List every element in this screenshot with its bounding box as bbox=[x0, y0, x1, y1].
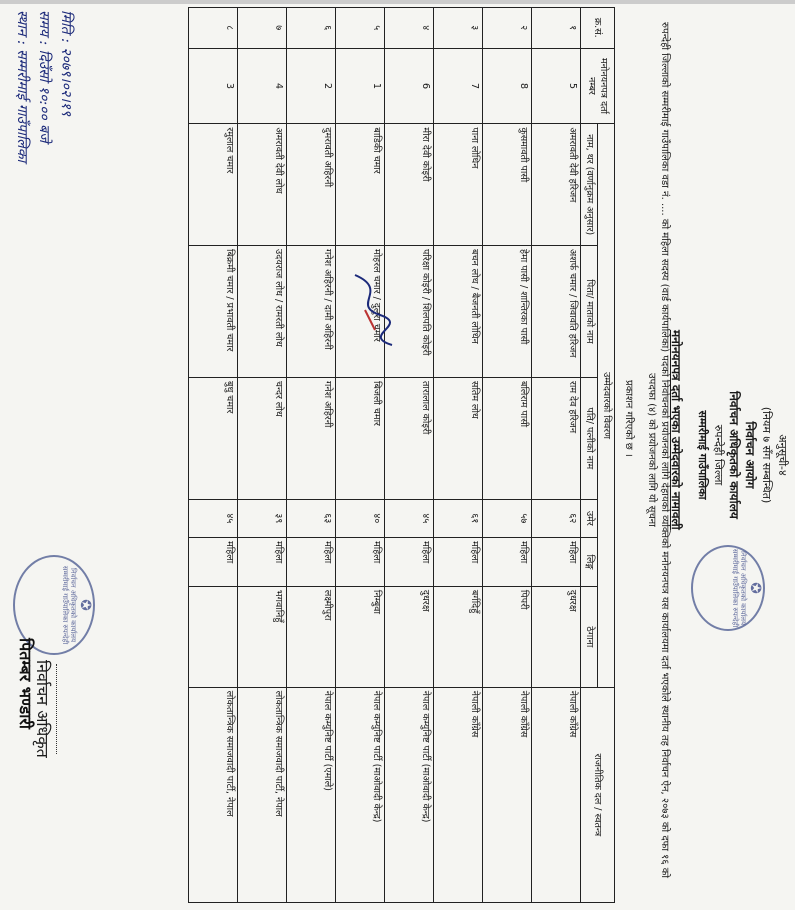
cell-gender: महिला bbox=[483, 538, 532, 587]
cell-gender: महिला bbox=[287, 538, 336, 587]
cell-address bbox=[189, 586, 238, 687]
cell-spouse: तारालाल कोइरी bbox=[385, 378, 434, 500]
cell-sn: ५ bbox=[336, 8, 385, 49]
col-reg-no: मनोनयनपत्र दर्ता नम्बर bbox=[581, 48, 615, 124]
cell-name: कुसमावती पासी bbox=[483, 124, 532, 246]
cell-gender: महिला bbox=[189, 538, 238, 587]
cell-party: नेपाल कम्युनिष्ट पार्टी (माओवादी केन्द्र) bbox=[385, 687, 434, 902]
cell-address: पिपरी bbox=[483, 586, 532, 687]
cell-parents: अशर्फ चमार / जिवावति हरिजन bbox=[532, 246, 581, 378]
cell-age: ६३ bbox=[287, 499, 336, 537]
cell-reg: 1 bbox=[336, 48, 385, 124]
signature-line bbox=[56, 664, 75, 754]
cell-age: ४५ bbox=[385, 499, 434, 537]
handwritten-place: स्थान : सम्मरीमाई गाउँपालिका bbox=[14, 10, 30, 163]
col-gender: लिङ्ग bbox=[581, 538, 598, 587]
officer-signature-block bbox=[32, 660, 75, 758]
cell-spouse: सतिम लोध bbox=[434, 378, 483, 500]
cell-name: रमुलाल चमार bbox=[189, 124, 238, 246]
cell-reg: 2 bbox=[287, 48, 336, 124]
cell-sn: ८ bbox=[189, 8, 238, 49]
cell-gender: महिला bbox=[336, 538, 385, 587]
municipality-name: सम्मरीमाई गाउँपालिका bbox=[696, 410, 709, 500]
handwritten-date: मिति : २०७९।०२।१९ bbox=[58, 10, 74, 117]
officer-label: निर्वाचन अधिकृत bbox=[33, 660, 52, 758]
cell-spouse: बिजली चमार bbox=[336, 378, 385, 500]
cell-spouse: राम देव हरिजन bbox=[532, 378, 581, 500]
office-name: निर्वाचन अधिकृतको कार्यालय bbox=[727, 391, 741, 519]
cell-spouse: गनेश अहिरनी bbox=[287, 378, 336, 500]
cell-party: लोकतान्त्रिक समाजवादी पार्टी, नेपाल bbox=[189, 687, 238, 902]
col-sn: क्र.सं. bbox=[581, 8, 615, 49]
cell-parents: हेमा पासी / शान्तिरका पासी bbox=[483, 246, 532, 378]
table-row bbox=[238, 8, 287, 903]
publish-note: प्रकाशन गरिएको छ । bbox=[623, 380, 634, 457]
col-name: नाम, थर (वर्णानुक्रम अनुसार) bbox=[581, 124, 598, 246]
cell-address: दुधरक्ष bbox=[385, 586, 434, 687]
cell-reg: 3 bbox=[189, 48, 238, 124]
cell-age: ४५ bbox=[189, 499, 238, 537]
cell-reg: 4 bbox=[238, 48, 287, 124]
cell-spouse: बुधु चमार bbox=[189, 378, 238, 500]
cell-sn: ४ bbox=[385, 8, 434, 49]
col-spouse: पति/ पत्नीको नाम bbox=[581, 378, 598, 500]
table-row bbox=[434, 8, 483, 903]
cell-age: ६२ bbox=[532, 499, 581, 537]
candidates-table bbox=[188, 7, 615, 903]
annex-label: अनुसूची-४ bbox=[776, 434, 789, 476]
cell-name: अमरावती देवी हरिजन bbox=[532, 124, 581, 246]
document-title: मनोनयनपत्र दर्ता भएका उम्मेदवारको नामावली bbox=[669, 330, 683, 530]
cell-party: नेपाली काँग्रेस bbox=[434, 687, 483, 902]
cell-reg: 8 bbox=[483, 48, 532, 124]
cell-reg: 5 bbox=[532, 48, 581, 124]
cell-parents: बचन लोध / बैजनती लोधिन bbox=[434, 246, 483, 378]
cell-parents: बिक्रमी चमार / प्रभावती चमार bbox=[189, 246, 238, 378]
cell-gender: महिला bbox=[385, 538, 434, 587]
cell-age: ६१ bbox=[434, 499, 483, 537]
signature-mark bbox=[340, 270, 400, 350]
cell-spouse: चन्दर लोध bbox=[238, 378, 287, 500]
official-stamp-top bbox=[691, 545, 765, 631]
col-parents: पिता/ माताको नाम bbox=[581, 246, 598, 378]
handwritten-time: समय : दिउँसो १०:०० बजे bbox=[36, 10, 52, 143]
cell-age: ३९ bbox=[238, 499, 287, 537]
cell-parents: गनेश अहिरनी / दामी अहिरनी bbox=[287, 246, 336, 378]
cell-address: भगवानिहुँ bbox=[238, 586, 287, 687]
cell-age: ५७ bbox=[483, 499, 532, 537]
cell-party: नेपाली काँग्रेस bbox=[532, 687, 581, 902]
table-row bbox=[532, 8, 581, 903]
cell-name: अमरावती देवी लोध bbox=[238, 124, 287, 246]
cell-reg: 6 bbox=[385, 48, 434, 124]
cell-party: नेपाल कम्युनिष्ट पार्टी (एमाले) bbox=[287, 687, 336, 902]
stamp-text: निर्वाचन अधिकृतको कार्यालय सम्मरीमाई गाउँपालिका रुपन्देही bbox=[61, 565, 77, 645]
cell-gender: महिला bbox=[532, 538, 581, 587]
table-row bbox=[189, 8, 238, 903]
cell-sn: ६ bbox=[287, 8, 336, 49]
col-age: उमेर bbox=[581, 499, 598, 537]
cell-gender: महिला bbox=[238, 538, 287, 587]
cell-sn: १ bbox=[532, 8, 581, 49]
table-body bbox=[189, 8, 581, 903]
cell-parents: मोहरल चमार / दुलुरा चमार bbox=[336, 246, 385, 378]
cell-name: मीरा देवी कोइरी bbox=[385, 124, 434, 246]
stamp-text: निर्वाचन अधिकृतको कार्यालय सम्मरीमाई गाउँपालिका रुपन्देही bbox=[731, 548, 747, 628]
col-party: राजनीतिक दल / स्वतन्त्र bbox=[581, 687, 615, 902]
emblem-icon: ✪ bbox=[77, 599, 93, 611]
cell-address: लक्ष्मीपुरा bbox=[287, 586, 336, 687]
cell-sn: ७ bbox=[238, 8, 287, 49]
notice-body: रुपन्देही जिल्लाको सम्मरीमाई गाउँपालिका वडा नं. .... को महिला सदस्य (वार्ड कार्यपालिका) पदको निर्वाचनको प्रयोजनको लागि देहायको व्यक्तिको मनोनयनपत्र यस कार्यालयमा दर्ता भएकोले स्थानीय तह निर्वाचन ऐन, २०७३ को दफा १६ को उपदफा (४) को प्रयोजनको लागि यो सूचना bbox=[646, 22, 670, 878]
cell-address: दुधरक्ष bbox=[532, 586, 581, 687]
cell-name: दुमरावती अहिरनी bbox=[287, 124, 336, 246]
table-row bbox=[483, 8, 532, 903]
commission-name: निर्वाचन आयोग bbox=[743, 421, 757, 489]
cell-party: नेपाली काँग्रेस bbox=[483, 687, 532, 902]
cell-name: पाना लोधिन bbox=[434, 124, 483, 246]
cell-address: निम्बुवा bbox=[336, 586, 385, 687]
cell-party: नेपाल कम्युनिष्ट पार्टी (माओवादी केन्द्र) bbox=[336, 687, 385, 902]
group-header: उम्मेदवारको विवरण bbox=[598, 124, 615, 687]
officer-name-stamp: पितम्बर भण्डारी bbox=[16, 638, 35, 730]
cell-age: ४० bbox=[336, 499, 385, 537]
cell-parents: उदयराज लोध / रामरती लोध bbox=[238, 246, 287, 378]
table-row bbox=[287, 8, 336, 903]
page-edge bbox=[0, 0, 795, 4]
cell-sn: ३ bbox=[434, 8, 483, 49]
cell-name: बाडिकी चमार bbox=[336, 124, 385, 246]
table-row bbox=[385, 8, 434, 903]
table-row bbox=[336, 8, 385, 903]
cell-sn: २ bbox=[483, 8, 532, 49]
emblem-icon: ✪ bbox=[747, 582, 763, 594]
col-address: ठेगाना bbox=[581, 586, 598, 687]
handwritten-notes bbox=[11, 10, 77, 162]
cell-address: बर्गदिहुँ bbox=[434, 586, 483, 687]
cell-party: लोकतान्त्रिक समाजवादी पार्टी, नेपाल bbox=[238, 687, 287, 902]
cell-spouse: बलिराम पासी bbox=[483, 378, 532, 500]
cell-reg: 7 bbox=[434, 48, 483, 124]
cell-gender: महिला bbox=[434, 538, 483, 587]
rule-reference: (नियम ७ सँग सम्बन्धित) bbox=[760, 406, 773, 504]
district-name: रुपन्देही जिल्ला bbox=[712, 424, 725, 486]
cell-parents: परिक्षा कोइरी / शिलपति कोइरी bbox=[385, 246, 434, 378]
